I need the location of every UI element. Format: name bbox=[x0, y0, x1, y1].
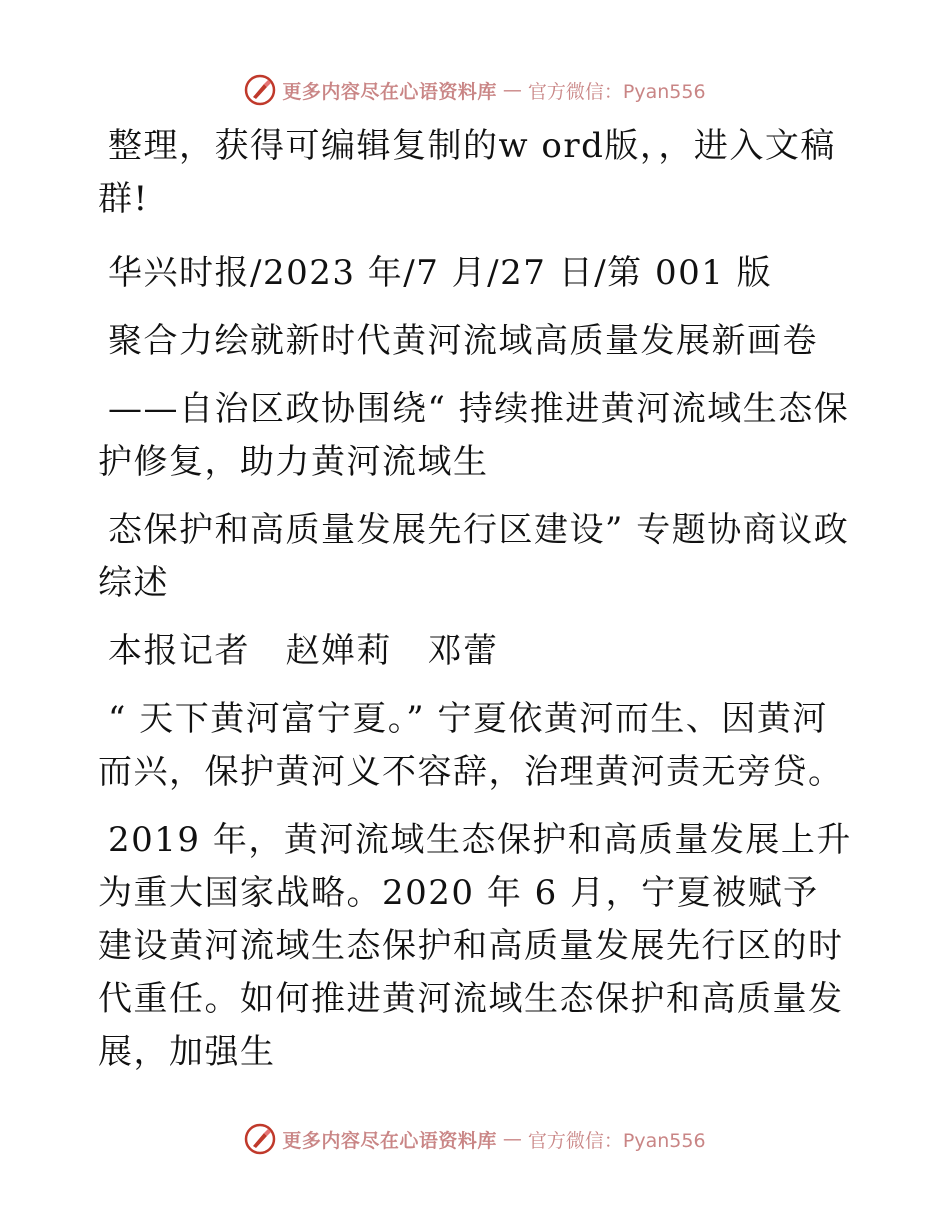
watermark-contact: 官方微信：Pyan556 bbox=[527, 1129, 706, 1152]
pen-nib-circle-icon bbox=[244, 1123, 276, 1155]
watermark-separator: — bbox=[502, 79, 522, 101]
header-watermark bbox=[0, 70, 950, 110]
article-headline: 聚合力绘就新时代黄河流域高质量发展新画卷 bbox=[108, 321, 818, 361]
watermark-text: 更多内容尽在心语资料库 bbox=[282, 1129, 497, 1152]
document-body bbox=[98, 120, 854, 1094]
pen-nib-circle-icon bbox=[244, 74, 276, 106]
paragraph-body-2: 2019 年，黄河流域生态保护和高质量发展上升为重大国家战略。2020 年 6 月，宁夏被赋予建设黄河流域生态保护和高质量发展先行区的时代重任。如何推进黄河流域生态保护和高质量发展，加强生 bbox=[98, 820, 852, 1072]
article-byline: 本报记者 赵婵莉 邓蕾 bbox=[108, 631, 499, 671]
article-subheadline-part2: 态保护和高质量发展先行区建设” 专题协商议政综述 bbox=[98, 510, 850, 603]
footer-watermark bbox=[0, 1119, 950, 1159]
article-subheadline-part1: ——自治区政协围绕“ 持续推进黄河流域生态保护修复，助力黄河流域生 bbox=[98, 389, 850, 482]
paragraph-intro-note: 整理，获得可编辑复制的w ord版，，进入文稿群! bbox=[98, 126, 836, 219]
paragraph-source-line: 华兴时报/2023 年/7 月/27 日/第 001 版 bbox=[108, 253, 773, 293]
watermark-separator: — bbox=[502, 1128, 522, 1150]
watermark-text: 更多内容尽在心语资料库 bbox=[282, 80, 497, 103]
watermark-contact: 官方微信：Pyan556 bbox=[527, 80, 706, 103]
paragraph-body-1: “ 天下黄河富宁夏。” 宁夏依黄河而生、因黄河而兴，保护黄河义不容辞，治理黄河责无旁贷。 bbox=[98, 699, 844, 792]
